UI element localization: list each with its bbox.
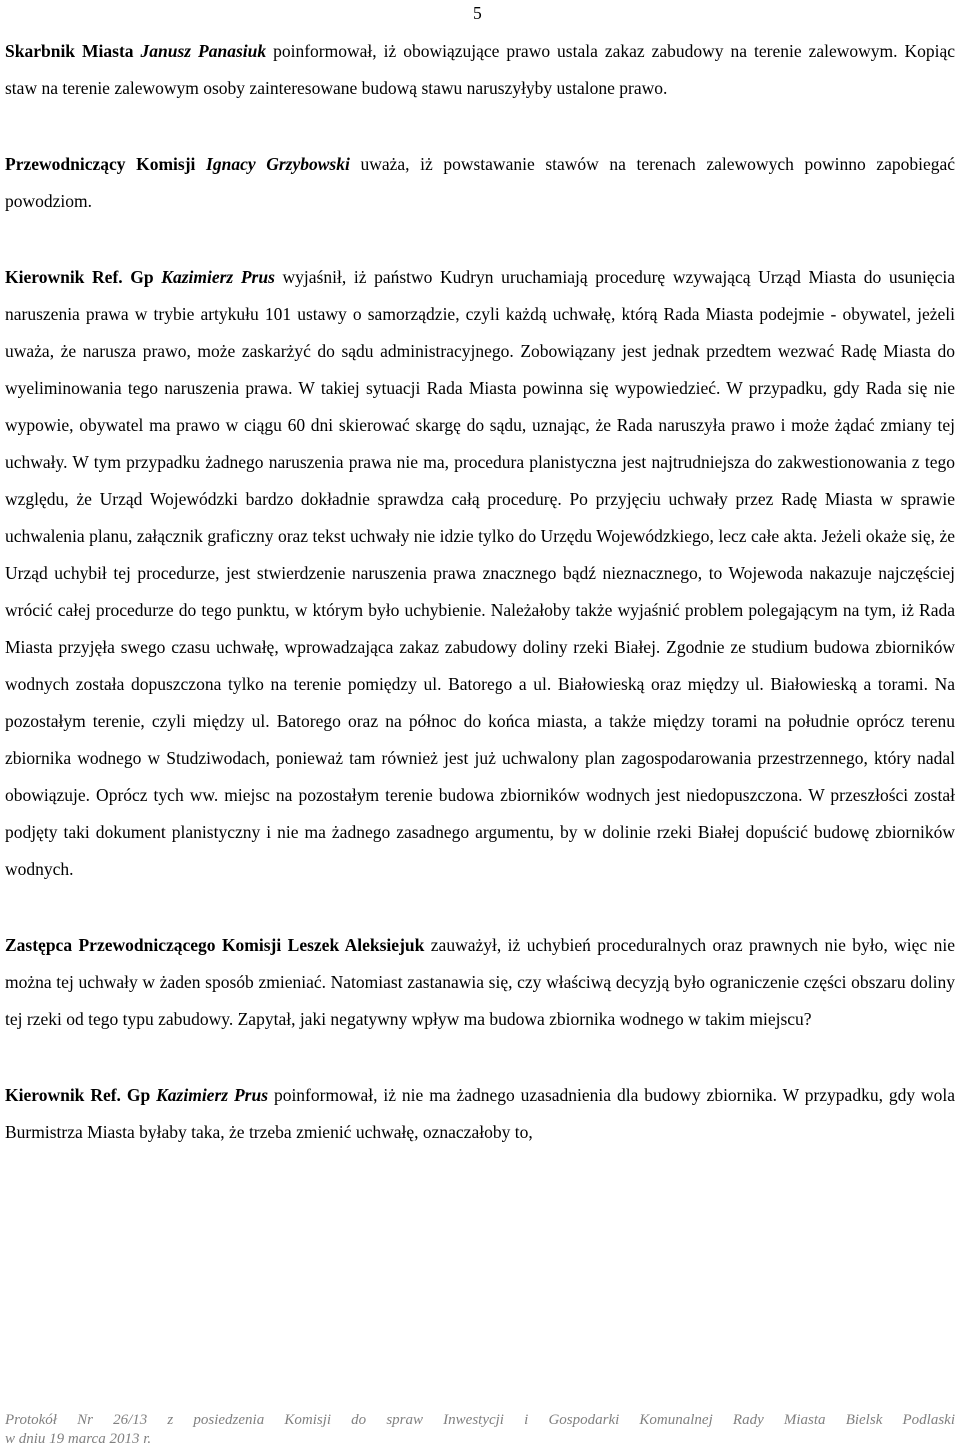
paragraph-text: uważa, iż powstawanie stawów na terenach zalewowych powinno zapobiegać powodziom.: [5, 154, 955, 211]
speaker-role: Kierownik Ref. Gp: [5, 1085, 151, 1105]
paragraph-text: poinformował, iż nie ma żadnego uzasadnienia dla budowy zbiornika. W przypadku, gdy wola Burmistrza Miasta byłaby taka, że trzeba zmienić uchwałę, oznaczałoby to,: [5, 1085, 956, 1142]
speaker-name: Ignacy Grzybowski: [206, 154, 350, 174]
paragraph-text: poinformował, iż obowiązujące prawo ustala zakaz zabudowy na terenie zalewowym. Kopiąc staw na terenie zalewowym osoby zainteresowane budową stawu naruszyłyby ustalone prawo.: [5, 41, 955, 98]
paragraph-text: zauważył, iż uchybień proceduralnych oraz prawnych nie było, więc nie można tej uchwały w żaden sposób zmieniać. Natomiast zastanawia się, czy właściwą decyzją było ograniczenie części obszaru doliny tej rzeki od tego typu zabudowy. Zapytał, jaki negatywny wpływ ma budowa zbiornika wodnego w takim miejscu?: [5, 935, 955, 1029]
paragraph-department-head-reply: [5, 1077, 955, 1151]
speaker-role: Przewodniczący Komisji: [5, 154, 196, 174]
footer-protocol-title: Protokół Nr 26/13 z posiedzenia Komisji do spraw Inwestycji i Gospodarki Komunalnej Rady Miasta Bielsk Podlaski: [5, 1412, 955, 1428]
speaker-name: Kazimierz Prus: [156, 1085, 269, 1105]
paragraph-treasurer: [5, 33, 955, 107]
paragraph-department-head: [5, 259, 955, 888]
speaker-name: Janusz Panasiuk: [140, 41, 267, 61]
speaker-role: Kierownik Ref. Gp: [5, 267, 154, 287]
paragraph-committee-chair: [5, 146, 955, 220]
paragraph-text: wyjaśnił, iż państwo Kudryn uruchamiają procedurę wzywającą Urząd Miasta do usunięcia naruszenia prawa w trybie artykułu 101 ustawy o samorządzie, czyli każdą uchwałę, którą Rada Miasta podejmie - obywatel, jeżeli uważa, że narusza prawo, może zaskarżyć do sądu administracyjnego. Zobowiązany jest jednak przedtem wezwać Radę Miasta do wyeliminowania tego naruszenia prawa. W takiej sytuacji Rada Miasta powinna się wypowiedzieć. W przypadku, gdy Rada się nie wypowie, obywatel ma prawo w ciągu 60 dni skierować skargę do sądu, uznając, że Rada naruszyła prawo i może żądać zmiany tej uchwały. W tym przypadku żadnego naruszenia prawa nie ma, procedura planistyczna jest najtrudniejsza do zakwestionowania z tego względu, że Urząd Wojewódzki bardzo dokładnie sprawdza całą procedurę. Po przyjęciu uchwały przez Radę Miasta w sprawie uchwalenia planu, załącznik graficzny oraz tekst uchwały nie idzie tylko do Urzędu Wojewódzkiego, lecz całe akta. Jeżeli okaże się, że Urząd uchybił tej procedurze, jest stwierdzenie naruszenia prawa znacznego bądź nieznacznego, to Wojewoda nakazuje najczęściej wrócić całej procedurze do tego punktu, w którym było uchybienie. Należałoby także wyjaśnić problem polegającym na tym, iż Rada Miasta przyjęła swego czasu uchwałę, wprowadzająca zakaz zabudowy doliny rzeki Białej. Zgodnie ze studium budowa zbiorników wodnych została dopuszczona tylko na terenie pomiędzy ul. Batorego a ul. Białowieską oraz między ul. Białowieską a torami. Na pozostałym terenie, czyli między ul. Batorego oraz na północ do końca miasta, a także między torami na południe oprócz terenu zbiornika wodnego w Studziwodach, ponieważ tam również jest już uchwalony plan zagospodarowania przestrzennego, który nadal obowiązuje. Oprócz tych ww. miejsc na pozostałym terenie budowa zbiorników wodnych jest niedopuszczona. W przeszłości został podjęty taki dokument planistyczny i nie ma żadnego zasadnego argumentu, by w dolinie rzeki Białej dopuścić budowę zbiorników wodnych.: [5, 267, 956, 879]
speaker-name: Kazimierz Prus: [161, 267, 275, 287]
speaker-role: Skarbnik Miasta: [5, 41, 134, 61]
speaker-role: Zastępca Przewodniczącego Komisji Leszek Aleksiejuk: [5, 935, 425, 955]
paragraph-deputy-chair: [5, 927, 955, 1038]
page-number: 5: [473, 3, 482, 23]
document-body: [5, 33, 955, 1151]
footer-date: w dniu 19 marca 2013 r.: [5, 1431, 152, 1447]
page-footer: [5, 1411, 955, 1449]
